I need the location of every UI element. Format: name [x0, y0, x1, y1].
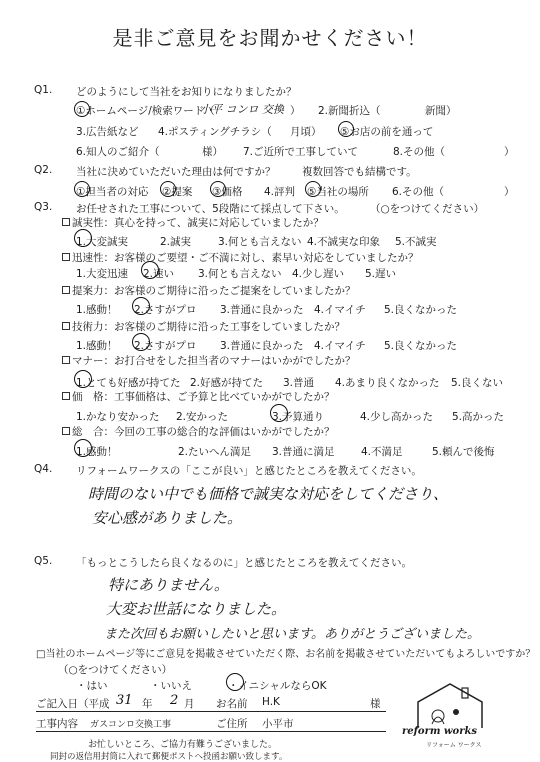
q3-section-label: 価 格：工事価格は、ご予算と比べていかがでしたか？: [72, 391, 335, 403]
q2-option-6-close: ）: [504, 186, 515, 198]
answer-circle: [74, 439, 92, 457]
q3-option[interactable]: 4.不満足: [361, 446, 403, 458]
address-label: ご住所: [216, 718, 248, 730]
q3-option[interactable]: 4.あまり良くなかった: [335, 377, 440, 389]
date-label: ご記入日（平成: [36, 698, 110, 710]
divider: [36, 731, 386, 732]
q3-note: （○をつけてください）: [370, 203, 485, 215]
q2-question: 当社に決めていただいた理由は何ですか？: [76, 166, 276, 178]
q3-option[interactable]: 2.速い: [143, 268, 175, 280]
q3-option[interactable]: 1.感動！: [76, 340, 118, 352]
q3-option[interactable]: 3.普通に良かった: [220, 304, 304, 316]
thanks-note: お忙しいところ、ご協力有難うございました。: [88, 740, 278, 750]
q5-handwritten-line-2: 大変お世話になりました。: [106, 600, 287, 618]
q3-question: お任せされた工事について、5段階にて採点して下さい。: [76, 203, 345, 215]
q3-option[interactable]: 1.感動！: [76, 304, 118, 316]
q3-section-label: 迅速性：お客様のご要望・ご不満に対し、素早い対応をしていましたか？: [72, 252, 419, 264]
q1-option-4[interactable]: 4.ポスティングチラシ（: [158, 126, 272, 138]
answer-circle: [74, 101, 90, 117]
checkbox[interactable]: [62, 392, 70, 400]
q1-option-6-sub: 様）: [202, 146, 223, 158]
q1-option-1[interactable]: ①ホームページ/検索ワード（: [76, 105, 215, 117]
q3-option[interactable]: 5.高かった: [452, 411, 505, 423]
return-note: 同封の返信用封筒に入れて郵便ポストへ投函お願い致します。: [50, 752, 288, 762]
checkbox[interactable]: [62, 218, 70, 226]
q2-option-2[interactable]: ②提案: [162, 186, 193, 198]
q3-option[interactable]: 4.不誠実な印象: [307, 236, 381, 248]
answer-circle: [270, 404, 288, 422]
checkbox[interactable]: [62, 322, 70, 330]
consent-note: （○をつけてください）: [58, 664, 173, 676]
name-label: お名前: [216, 698, 248, 710]
date-month-value: 2: [170, 693, 179, 708]
q2-option-1[interactable]: ①担当者の対応: [76, 186, 149, 198]
checkbox[interactable]: [62, 286, 70, 294]
q3-option[interactable]: 3.予算通り: [272, 411, 325, 423]
date-year-unit: 年: [142, 698, 153, 710]
q1-option-5[interactable]: ⑤お店の前を通って: [340, 126, 434, 138]
q3-option[interactable]: 3.普通に満足: [272, 446, 335, 458]
q3-option[interactable]: 1.大変迅速: [76, 268, 129, 280]
q3-option[interactable]: 3.普通: [283, 377, 315, 389]
answer-circle: [132, 333, 150, 351]
q5-handwritten-line-3: また次回もお願いしたいと思います。ありがとうございました。: [104, 627, 480, 642]
q3-option[interactable]: 4.少し高かった: [360, 411, 434, 423]
name-suffix: 様: [370, 698, 381, 710]
q2-option-4[interactable]: 4.評判: [264, 186, 296, 198]
q3-option[interactable]: 5.不誠実: [395, 236, 437, 248]
q2-option-3[interactable]: ③価格: [212, 186, 243, 198]
answer-circle: [141, 261, 159, 279]
answer-circle: [338, 121, 354, 137]
q3-option[interactable]: 5.良くない: [451, 377, 504, 389]
logo-text: reform works: [402, 726, 478, 737]
q3-option[interactable]: 3.何とも言えない: [198, 268, 282, 280]
q4-number: Q4.: [34, 463, 53, 475]
q5-number: Q5.: [34, 555, 53, 567]
q4-handwritten-line-2: 安心感がありました。: [92, 509, 243, 527]
q3-option[interactable]: 5.良くなかった: [384, 340, 458, 352]
q3-section-label: マナー：お打合せをした担当者のマナーはいかがでしたか？: [72, 355, 356, 367]
q3-option[interactable]: 1.かなり安かった: [76, 411, 160, 423]
checkbox[interactable]: [62, 356, 70, 364]
q3-option[interactable]: 5.頼んで後悔: [432, 446, 495, 458]
house-icon: [398, 680, 510, 730]
q3-option[interactable]: 3.何とも言えない: [218, 236, 302, 248]
q3-option[interactable]: 2.誠実: [160, 236, 192, 248]
q3-option[interactable]: 1.大変誠実: [76, 236, 129, 248]
address-value: 小平市: [262, 718, 294, 730]
consent-option-initials[interactable]: ・イニシャルならOK: [228, 680, 327, 692]
q2-number: Q2.: [34, 164, 53, 176]
q1-option-2-sub: 新聞）: [425, 105, 457, 117]
consent-option-yes[interactable]: ・はい: [76, 680, 108, 692]
q1-option-1-close: ）: [290, 105, 301, 117]
consent-option-no[interactable]: ・いいえ: [150, 680, 192, 692]
q3-option[interactable]: 2.好感が持てた: [190, 377, 264, 389]
answer-circle: [74, 181, 90, 197]
answer-circle: [74, 229, 92, 247]
q3-section-label: 総 合：今回の工事の総合的な評価はいかがでしたか？: [72, 426, 335, 438]
logo-subtext: リフォーム ワークス: [426, 742, 482, 749]
q3-option[interactable]: 1.感動！: [76, 446, 118, 458]
q3-option[interactable]: 3.普通に良かった: [220, 340, 304, 352]
q3-option[interactable]: 2.さすがプロ: [134, 340, 197, 352]
divider: [36, 711, 386, 712]
q3-option[interactable]: 4.イマイチ: [314, 304, 366, 316]
date-year-value: 31: [116, 693, 133, 708]
checkbox[interactable]: [62, 427, 70, 435]
answer-circle: [132, 297, 150, 315]
answer-circle: [210, 181, 226, 197]
consent-question: □当社のホームページ等にご意見を掲載させていただく際、お名前を掲載させていただいてもよろしいですか？: [36, 649, 536, 660]
q2-option-5[interactable]: ⑤当社の場所: [307, 186, 369, 198]
answer-circle: [74, 370, 92, 388]
q1-option-4-sub: 月頃）: [290, 126, 322, 138]
q1-number: Q1.: [34, 84, 53, 96]
date-month-unit: 月: [184, 698, 195, 710]
q3-option[interactable]: 1.とても好感が持てた: [76, 377, 181, 389]
q1-option-2[interactable]: 2.新聞折込（: [318, 105, 381, 117]
q1-option-3[interactable]: 3.広告紙など: [76, 126, 139, 138]
q3-option[interactable]: 2.安かった: [176, 411, 229, 423]
answer-circle: [160, 181, 176, 197]
q3-section-label: 提案力：お客様のご期待に沿ったご提案をしていましたか？: [72, 285, 356, 297]
page-title: 是非ご意見をお聞かせください！: [112, 26, 428, 50]
q5-handwritten-line-1: 特にありません。: [108, 576, 229, 594]
q3-option[interactable]: 5.良くなかった: [384, 304, 458, 316]
q4-handwritten-line-1: 時間のない中でも価格で誠実な対応をしてくださり、: [88, 485, 449, 503]
q5-question: 「もっとこうしたら良くなるのに」と感じたところを教えてください。: [76, 557, 412, 569]
q3-option[interactable]: 2.さすがプロ: [134, 304, 197, 316]
q3-section-label: 技術力：お客様のご期待に沿った工事をしていましたか？: [72, 321, 345, 333]
q3-option[interactable]: 2.たいへん満足: [178, 446, 252, 458]
q1-option-7[interactable]: 7.ご近所で工事していて: [243, 146, 359, 158]
name-value: H.K: [262, 696, 280, 708]
q3-option[interactable]: 4.イマイチ: [314, 340, 366, 352]
q1-option-8-close: ）: [504, 146, 515, 158]
reform-works-logo: [398, 680, 510, 750]
q1-option-1-handwritten: 小平 コンロ 交換: [200, 103, 284, 116]
answer-circle: [305, 181, 321, 197]
q2-note: 複数回答でも結構です。: [302, 166, 417, 178]
answer-circle: [226, 673, 244, 691]
checkbox[interactable]: [62, 253, 70, 261]
q1-option-8[interactable]: 8.その他（: [393, 146, 446, 158]
q3-option[interactable]: 4.少し遅い: [292, 268, 345, 280]
q3-section-label: 誠実性：真心を持って、誠実に対応していましたか？: [72, 217, 324, 229]
q1-option-6[interactable]: 6.知人のご紹介（: [76, 146, 160, 158]
q1-question: どのようにして当社をお知りになりましたか？: [76, 86, 297, 98]
work-label: 工事内容: [36, 718, 78, 730]
q3-option[interactable]: 5.遅い: [365, 268, 397, 280]
q4-question: リフォームワークスの「ここが良い」と感じたところを教えてください。: [76, 465, 422, 477]
q3-number: Q3.: [34, 201, 53, 213]
work-value: ガスコンロ交換工事: [90, 720, 172, 730]
q2-option-6[interactable]: 6.その他（: [392, 186, 445, 198]
